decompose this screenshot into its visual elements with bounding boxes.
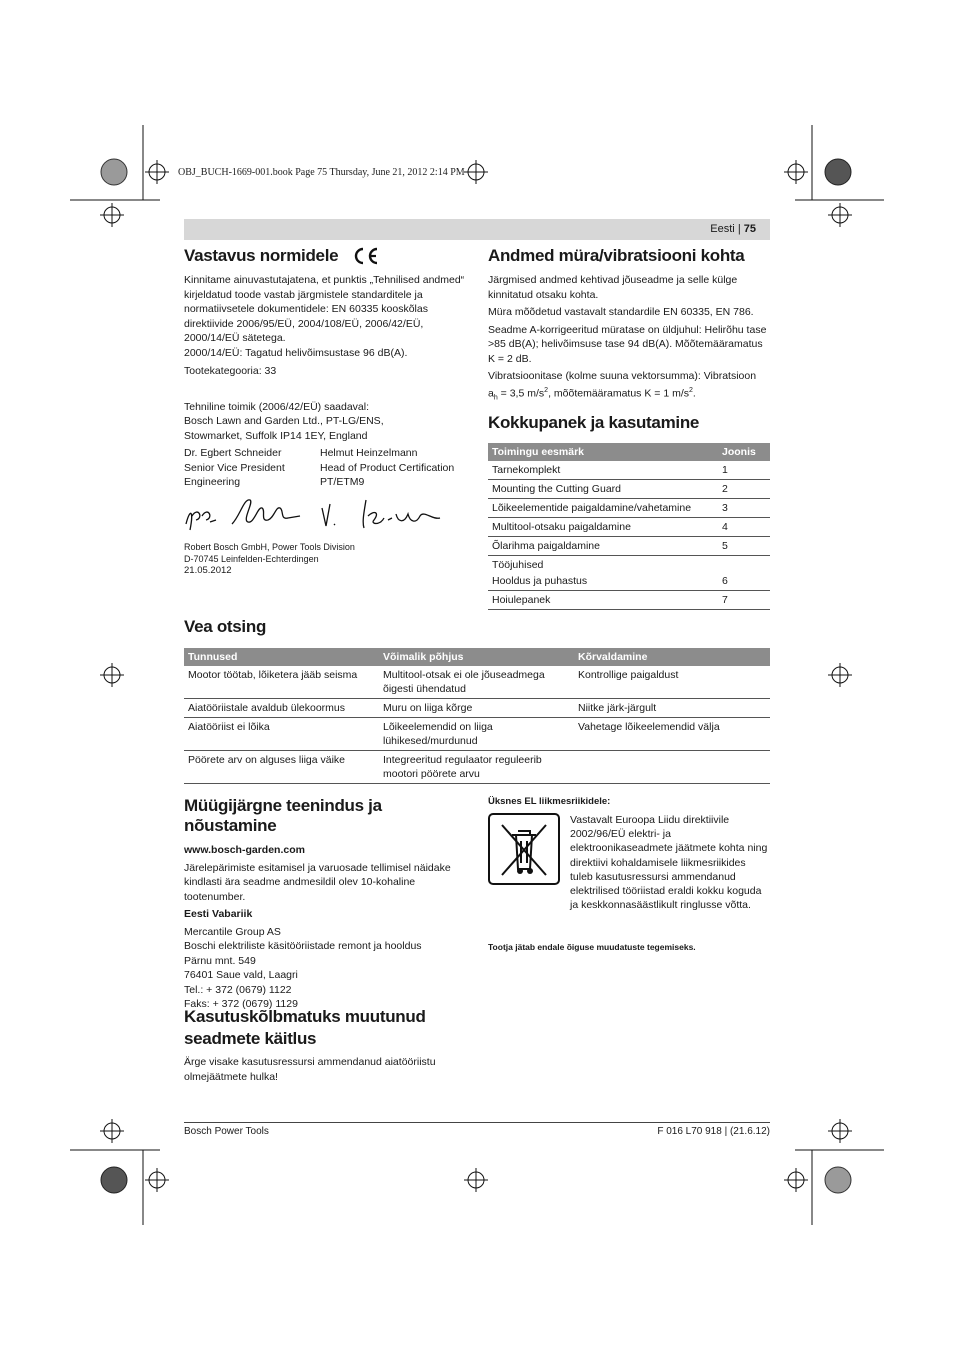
declaration-date: 21.05.2012: [184, 564, 232, 576]
noise-guarantee: 2000/14/EÜ: Tagatud helivõimsustase 96 dB(A).: [184, 346, 408, 359]
table-row: Mounting the Cutting Guard 2: [488, 480, 770, 499]
table-row: Lõikeelementide paigaldamine/vahetamine 3: [488, 499, 770, 518]
signatures-image: [184, 494, 444, 536]
page-header: [184, 219, 770, 240]
ts-col-cause: Võimalik põhjus: [379, 648, 574, 666]
footer-rule: [184, 1122, 770, 1123]
disposal-title: Kasutuskõlbmatuks muutunud seadmete käitlus: [184, 1007, 426, 1048]
service-paragraph: Järelepärimiste esitamisel ja varuosade tellimisel näidake kindlasti ära seadme andmesildil olev 10-kohaline tootenumber.: [184, 861, 451, 903]
signer2-name: Helmut Heinzelmann: [320, 447, 418, 459]
disposal-paragraph: Ärge visake kasutusressursi ammendanud aiatööriistu olmejäätmete hulka!: [184, 1056, 436, 1083]
weee-bin-icon: [488, 813, 560, 885]
signer2-dept: PT/ETM9: [320, 476, 365, 488]
ts-col-remedy: Kõrvaldamine: [574, 648, 770, 666]
header-separator: |: [737, 223, 741, 235]
print-info-line: OBJ_BUCH-1669-001.book Page 75 Thursday, June 21, 2012 2:14 PM: [178, 167, 465, 178]
table-row: Tarnekomplekt 1: [488, 461, 770, 480]
assembly-table: [488, 443, 770, 610]
signer1-name: Dr. Egbert Schneider: [184, 447, 282, 459]
signer2-title: Head of Product Certification: [320, 461, 455, 474]
service-addr1: Mercantile Group AS: [184, 925, 281, 938]
noise-p1: Järgmised andmed kehtivad jõuseadme ja selle külge kinnitatud otsaku kohta.: [488, 274, 738, 301]
service-country: Eesti Vabariik: [184, 908, 253, 920]
table-row: Tööjuhised: [492, 559, 544, 571]
tech-file-line2: Bosch Lawn and Garden Ltd., PT-LG/ENS,: [184, 415, 384, 427]
footer-left: Bosch Power Tools: [184, 1126, 269, 1137]
eu-disposal-text: Vastavalt Euroopa Liidu direktiivile 2002/96/EÜ elektri- ja elektroonikaseadmete jäätmete kohta ning direktiivi kohaldamisele liikmesriikides tuleb kasutusressursi ammendanud elektrilised tööriistad eraldi kokku koguda ja keskkonnasäästlikult ringlusse võtta.: [570, 814, 768, 912]
service-addr2: Boschi elektriliste käsitööriistade remont ja hooldus: [184, 940, 422, 952]
assembly-title: Kokkupanek ja kasutamine: [488, 413, 700, 432]
eu-heading: Üksnes EL liikmesriikidele:: [488, 796, 611, 807]
conformity-title: Vastavus normidele: [184, 246, 339, 265]
service-fax: Faks: + 372 (0679) 1129: [184, 998, 298, 1010]
table-row: Aiatööriistale avaldub ülekoormus Muru on liiga kõrge Niitke järk-järgult: [184, 699, 770, 718]
tech-file-line3: Stowmarket, Suffolk IP14 1EY, England: [184, 429, 368, 442]
noise-title: Andmed müra/vibratsiooni kohta: [488, 246, 745, 265]
assembly-col-purpose: Toimingu eesmärk: [488, 443, 718, 461]
troubleshooting-table: [184, 648, 770, 784]
vibration-line1: Vibratsioonitase (kolme suuna vektorsumma): Vibratsioon: [488, 370, 757, 382]
table-row: Multitool-otsaku paigaldamine 4: [488, 518, 770, 537]
ce-mark-icon: [352, 247, 380, 265]
conformity-paragraph: Kinnitame ainuvastutajatena, et punktis „Tehnilised andmed“ kirjeldatud toode vastab järgmistele standarditele ja normatiivsetele dokumentidele: EN 60335 kooskõlas direktiivide 2006/95/EÜ, 2004/108/EÜ, 2006/42/EÜ, 2000/14/EÜ sätetega.: [184, 274, 465, 344]
table-row: Mootor töötab, lõiketera jääb seisma Multitool-otsak ei ole jõuseadmega õigesti ühendatud Kontrollige paigaldust: [184, 666, 770, 699]
disposal-section: [184, 1006, 466, 1084]
troubleshooting-title: Vea otsing: [184, 617, 267, 636]
signer1-title: Senior Vice President: [184, 461, 285, 474]
header-language: Eesti: [710, 223, 735, 235]
service-section: [184, 796, 466, 1012]
service-addr4: 76401 Saue vald, Laagri: [184, 969, 298, 981]
noise-p3: Seadme A-korrigeeritud müratase on üldjuhul: Helirõhu tase >85 dB(A); helivõimsuse tase 94 dB(A). Mõõtemääramatus K = 2 dB.: [488, 323, 767, 365]
table-row: Aiatööriist ei lõika Lõikeelemendid on liiga lühikesed/murdunud Vahetage lõikeelemendid välja: [184, 718, 770, 751]
eu-disposal-section: [488, 796, 770, 952]
service-website-link[interactable]: www.bosch-garden.com: [184, 844, 305, 856]
assembly-col-figure: Joonis: [718, 443, 770, 461]
ts-col-symptom: Tunnused: [184, 648, 379, 666]
service-phone: Tel.: + 372 (0679) 1122: [184, 983, 292, 996]
table-row: Pöörete arv on alguses liiga väike Integreeritud regulaator reguleerib mootori pöörete arvu: [184, 751, 770, 784]
page-number: 75: [743, 223, 756, 235]
assembly-section: [488, 413, 770, 610]
noise-section: [488, 246, 770, 406]
footer-right: F 016 L70 918 | (21.6.12): [657, 1126, 770, 1137]
tech-file-line1: Tehniline toimik (2006/42/EÜ) saadaval:: [184, 400, 370, 413]
company-address: D-70745 Leinfelden-Echterdingen: [184, 553, 319, 564]
service-title: Müügijärgne teenindus ja nõustamine: [184, 796, 382, 835]
table-row: Hooldus ja puhastus 6: [488, 572, 770, 591]
conformity-section: [184, 246, 466, 577]
troubleshooting-section: [184, 617, 770, 784]
change-notice: Tootja jätab endale õiguse muudatuste tegemiseks.: [488, 942, 696, 953]
table-row: Hoiulepanek 7: [488, 591, 770, 610]
signer1-dept: Engineering: [184, 476, 241, 488]
vibration-line2: $a_h = 3,5$ $m/s^2$, mõõtemääramatus K = 1 $m/s^2$.: [488, 386, 696, 402]
service-addr3: Pärnu mnt. 549: [184, 954, 256, 967]
table-row: Õlarihma paigaldamine 5: [488, 537, 770, 556]
product-category: Tootekategooria: 33: [184, 365, 277, 377]
noise-p2: Müra mõõdetud vastavalt standardile EN 60335, EN 786.: [488, 306, 754, 318]
company-name: Robert Bosch GmbH, Power Tools Division: [184, 541, 355, 552]
